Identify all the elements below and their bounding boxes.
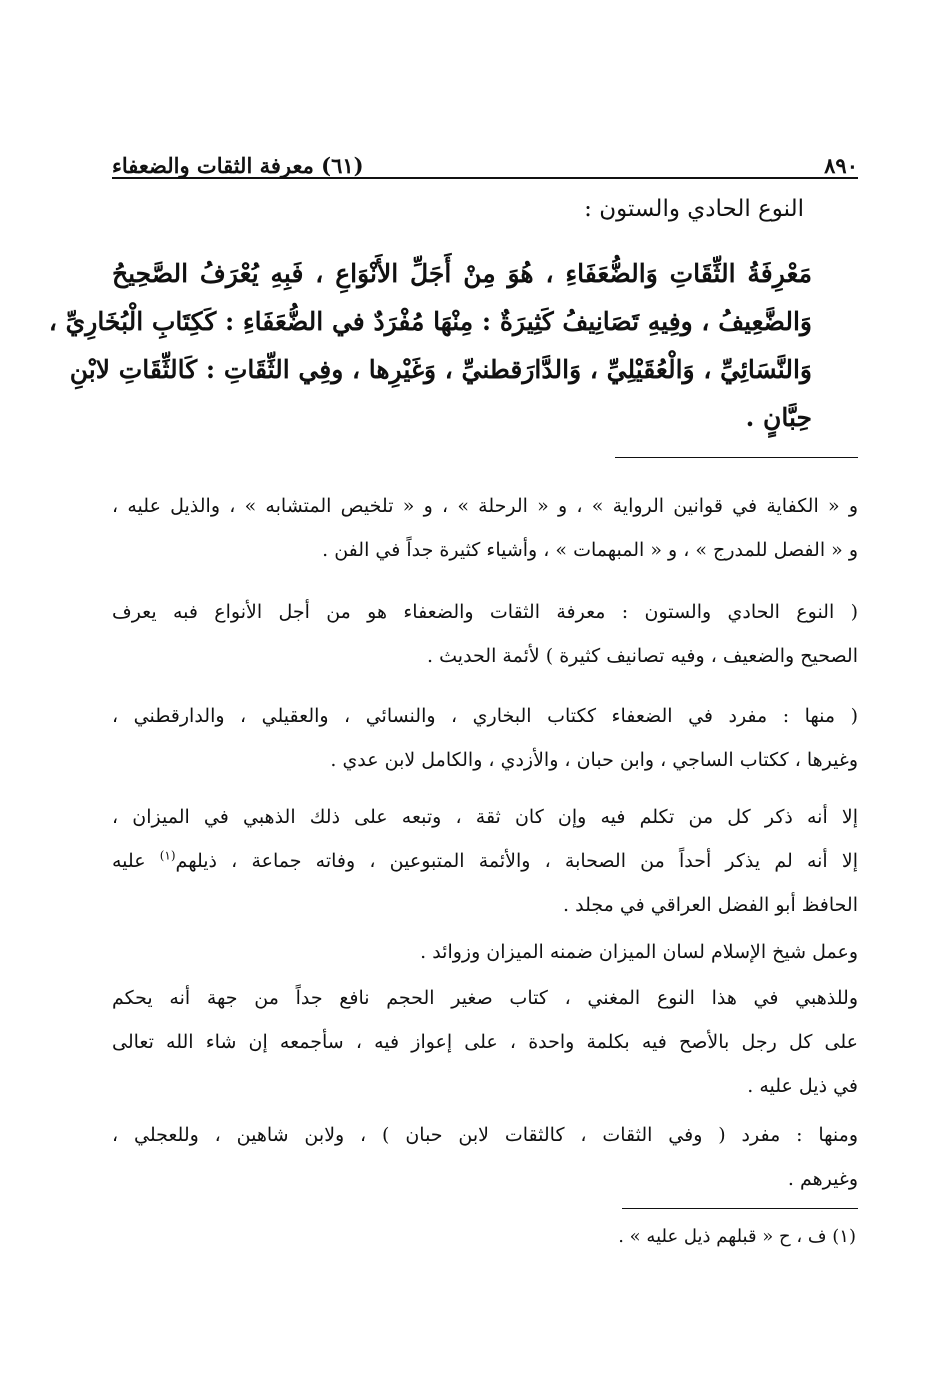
commentary-paragraph-6 [112,976,858,1108]
commentary-line: و « الفصل للمدرج » ، و « المبهمات » ، وأشياء كثيرة جداً في الفن . [322,539,858,561]
commentary-line: وغيرهم . [787,1168,858,1190]
commentary-line: ( النوع الحادي والستون : معرفة الثقات والضعفاء هو من أجل الأنواع فبه يعرف [112,601,858,623]
commentary-paragraph-3 [112,694,858,782]
footnote-separator [622,1208,858,1209]
main-text-line: وَالنَّسَائِيِّ ، وَالْعُقَيْلِيِّ ، وَالدَّارَقطنيِّ ، وَغَيْرِها ، وفِي الثِّقَاتِ : كَالثِّقَاتِ لابْنِ [69,355,812,384]
commentary-line [112,839,858,883]
main-text-line: حِبَّانٍ . [745,403,812,432]
main-text-line: وَالضَّعِيفُ ، وفِيهِ تَصَانِيفُ كَثِيرَةٌ : مِنْهَا مُفْرَدٌ في الضُّعَفَاءِ : كَكِتَابِ الْبُخَارِيِّ ، [48,307,812,336]
commentary-line: الصحيح والضعيف ، وفيه تصانيف كثيرة ) لأئمة الحديث . [427,645,858,667]
footnote-reference[interactable]: (١) [159,848,176,863]
main-text-line: مَعْرِفَةُ الثِّقَاتِ وَالضُّعَفَاءِ ، هُوَ مِنْ أَجَلِّ الأَنْوَاعِ ، فَبِهِ يُعْرَفُ الصَّحِيحُ [112,259,812,288]
main-text-separator [615,457,858,458]
commentary-text: إلا أنه لم يذكر أحداً من الصحابة ، والأئمة المتبوعين ، وفاته جماعة ، ذيلهم [175,850,858,872]
page-number: ٨٩٠ [824,153,858,178]
commentary-line: و « الكفاية في قوانين الرواية » ، و « الرحلة » ، و « تلخيص المتشابه » ، والذيل عليه ، [112,495,858,517]
commentary-line: على كل رجل بالأصح فيه بكلمة واحدة ، على إعواز فيه ، سأجمعه إن شاء الله تعالى [112,1031,858,1053]
commentary-text: عليه [112,850,146,872]
commentary-line: وللذهبي في هذا النوع المغني ، كتاب صغير الحجم نافع جداً من جهة أنه يحكم [112,987,858,1009]
footnote: (١) ف ، ح « قبلهم ذيل عليه » . [618,1226,856,1247]
commentary-paragraph-4 [112,795,858,927]
commentary-paragraph-1 [112,484,858,572]
commentary-paragraph-5 [112,930,858,974]
commentary-line: إلا أنه ذكر كل من تكلم فيه وإن كان ثقة ، وتبعه على ذلك الذهبي في الميزان ، [112,806,858,828]
commentary-paragraph-7 [112,1113,858,1201]
commentary-line: الحافظ أبو الفضل العراقي في مجلد . [563,894,858,916]
commentary-paragraph-2 [112,590,858,678]
commentary-line: وغيرها ، ككتاب الساجي ، وابن حبان ، والأزدي ، والكامل لابن عدي . [330,749,858,771]
commentary-line: ومنها : مفرد ( وفي الثقات ، كالثقات لابن حبان ) ، ولابن شاهين ، وللعجلي ، [112,1124,858,1146]
commentary-line: ( منها : مفرد في الضعفاء ككتاب البخاري ، والنسائي ، والعقيلي ، والدارقطني ، [112,705,858,727]
main-text [48,250,812,442]
commentary-line: في ذيل عليه . [747,1075,858,1097]
commentary-line: وعمل شيخ الإسلام لسان الميزان ضمنه الميزان وزوائد . [420,941,858,963]
page-header [112,138,858,178]
running-title: (٦١) معرفة الثقات والضعفاء [112,153,364,178]
header-rule [112,177,858,179]
section-title: النوع الحادي والستون : [584,196,804,222]
